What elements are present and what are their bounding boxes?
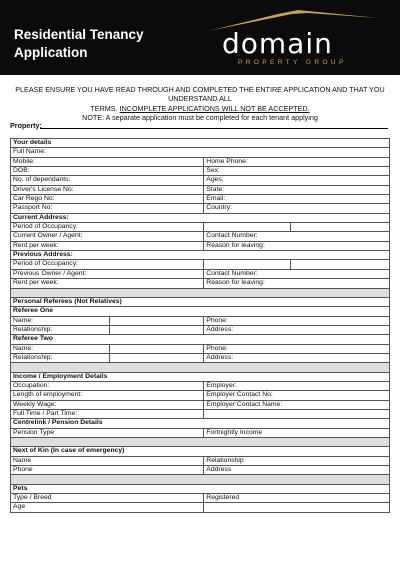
- form-row: Previous Owner / Agent: Contact Number:: [11, 269, 390, 278]
- form-row: Name: Phone:: [11, 316, 390, 325]
- subsection-referee-two: Referee Two: [11, 335, 390, 344]
- form-row: Weekly Wage: Employer Contact Name:: [11, 400, 390, 409]
- section-referees: Personal Referees (Not Relatives): [11, 297, 390, 306]
- form-row: Name: Phone:: [11, 344, 390, 353]
- form-row: Name Relationship: [11, 456, 390, 465]
- application-form-table: [10, 138, 390, 513]
- form-row: Occupation: Employer:: [11, 381, 390, 390]
- form-row: Rent per week: Reason for leaving:: [11, 241, 390, 250]
- section-your-details: Your details: [11, 139, 390, 148]
- form-row: DOB: Sex:: [11, 167, 390, 176]
- header-banner: [0, 0, 400, 75]
- section-next-of-kin: Next of Kin (In case of emergency): [11, 447, 390, 456]
- form-row: No. of dependants: Ages:: [11, 176, 390, 185]
- form-row: Length of employment: Employer Contact No:: [11, 391, 390, 400]
- section-employment: Income / Employment Details: [11, 372, 390, 381]
- property-label: Property:: [10, 121, 42, 130]
- domain-logo: [208, 10, 388, 72]
- logo-wordmark: domain: [222, 27, 333, 60]
- form-row: Full Name:: [11, 148, 390, 157]
- page-title: Residential Tenancy Application: [14, 27, 144, 60]
- property-input-line[interactable]: [40, 128, 388, 129]
- instructions-notice: PLEASE ENSURE YOU HAVE READ THROUGH AND COMPLETED THE ENTIRE APPLICATION AND THAT YOU UNDERSTAND ALL TERMS. INCOMPLETE APPLICATIONS WILL NOT BE ACCEPTED. NOTE: A separate application must be completed for each tenant applying: [15, 85, 385, 123]
- form-row: Relationship: Address:: [11, 353, 390, 362]
- section-pets: Pets: [11, 484, 390, 493]
- form-row: Car Rego No: Email:: [11, 195, 390, 204]
- section-previous-address: Previous Address:: [11, 251, 390, 260]
- form-row: Age: [11, 503, 390, 512]
- form-row: Rent per week: Reason for leaving:: [11, 279, 390, 288]
- spacer-row: [11, 475, 390, 484]
- section-current-address: Current Address:: [11, 213, 390, 222]
- form-row: Period of Occupancy:: [11, 260, 390, 269]
- form-row: Passport No: Country:: [11, 204, 390, 213]
- subsection-referee-one: Referee One: [11, 307, 390, 316]
- spacer-row: [11, 363, 390, 372]
- form-row: Period of Occupancy:: [11, 223, 390, 232]
- form-row: Phone Address: [11, 466, 390, 475]
- form-row: Driver's License No: State:: [11, 185, 390, 194]
- form-row: Current Owner / Agent: Contact Number:: [11, 232, 390, 241]
- spacer-row: [11, 288, 390, 297]
- form-row: Type / Breed Registered: [11, 494, 390, 503]
- logo-subtitle: PROPERTY GROUP: [238, 59, 347, 66]
- form-row: Full Time / Part Time:: [11, 409, 390, 418]
- form-row: Relationship: Address:: [11, 325, 390, 334]
- form-row: Pension Type Fortnightly Income: [11, 428, 390, 437]
- section-pension: Centrelink / Pension Details: [11, 419, 390, 428]
- spacer-row: [11, 438, 390, 447]
- form-row: Mobile: Home Phone:: [11, 157, 390, 166]
